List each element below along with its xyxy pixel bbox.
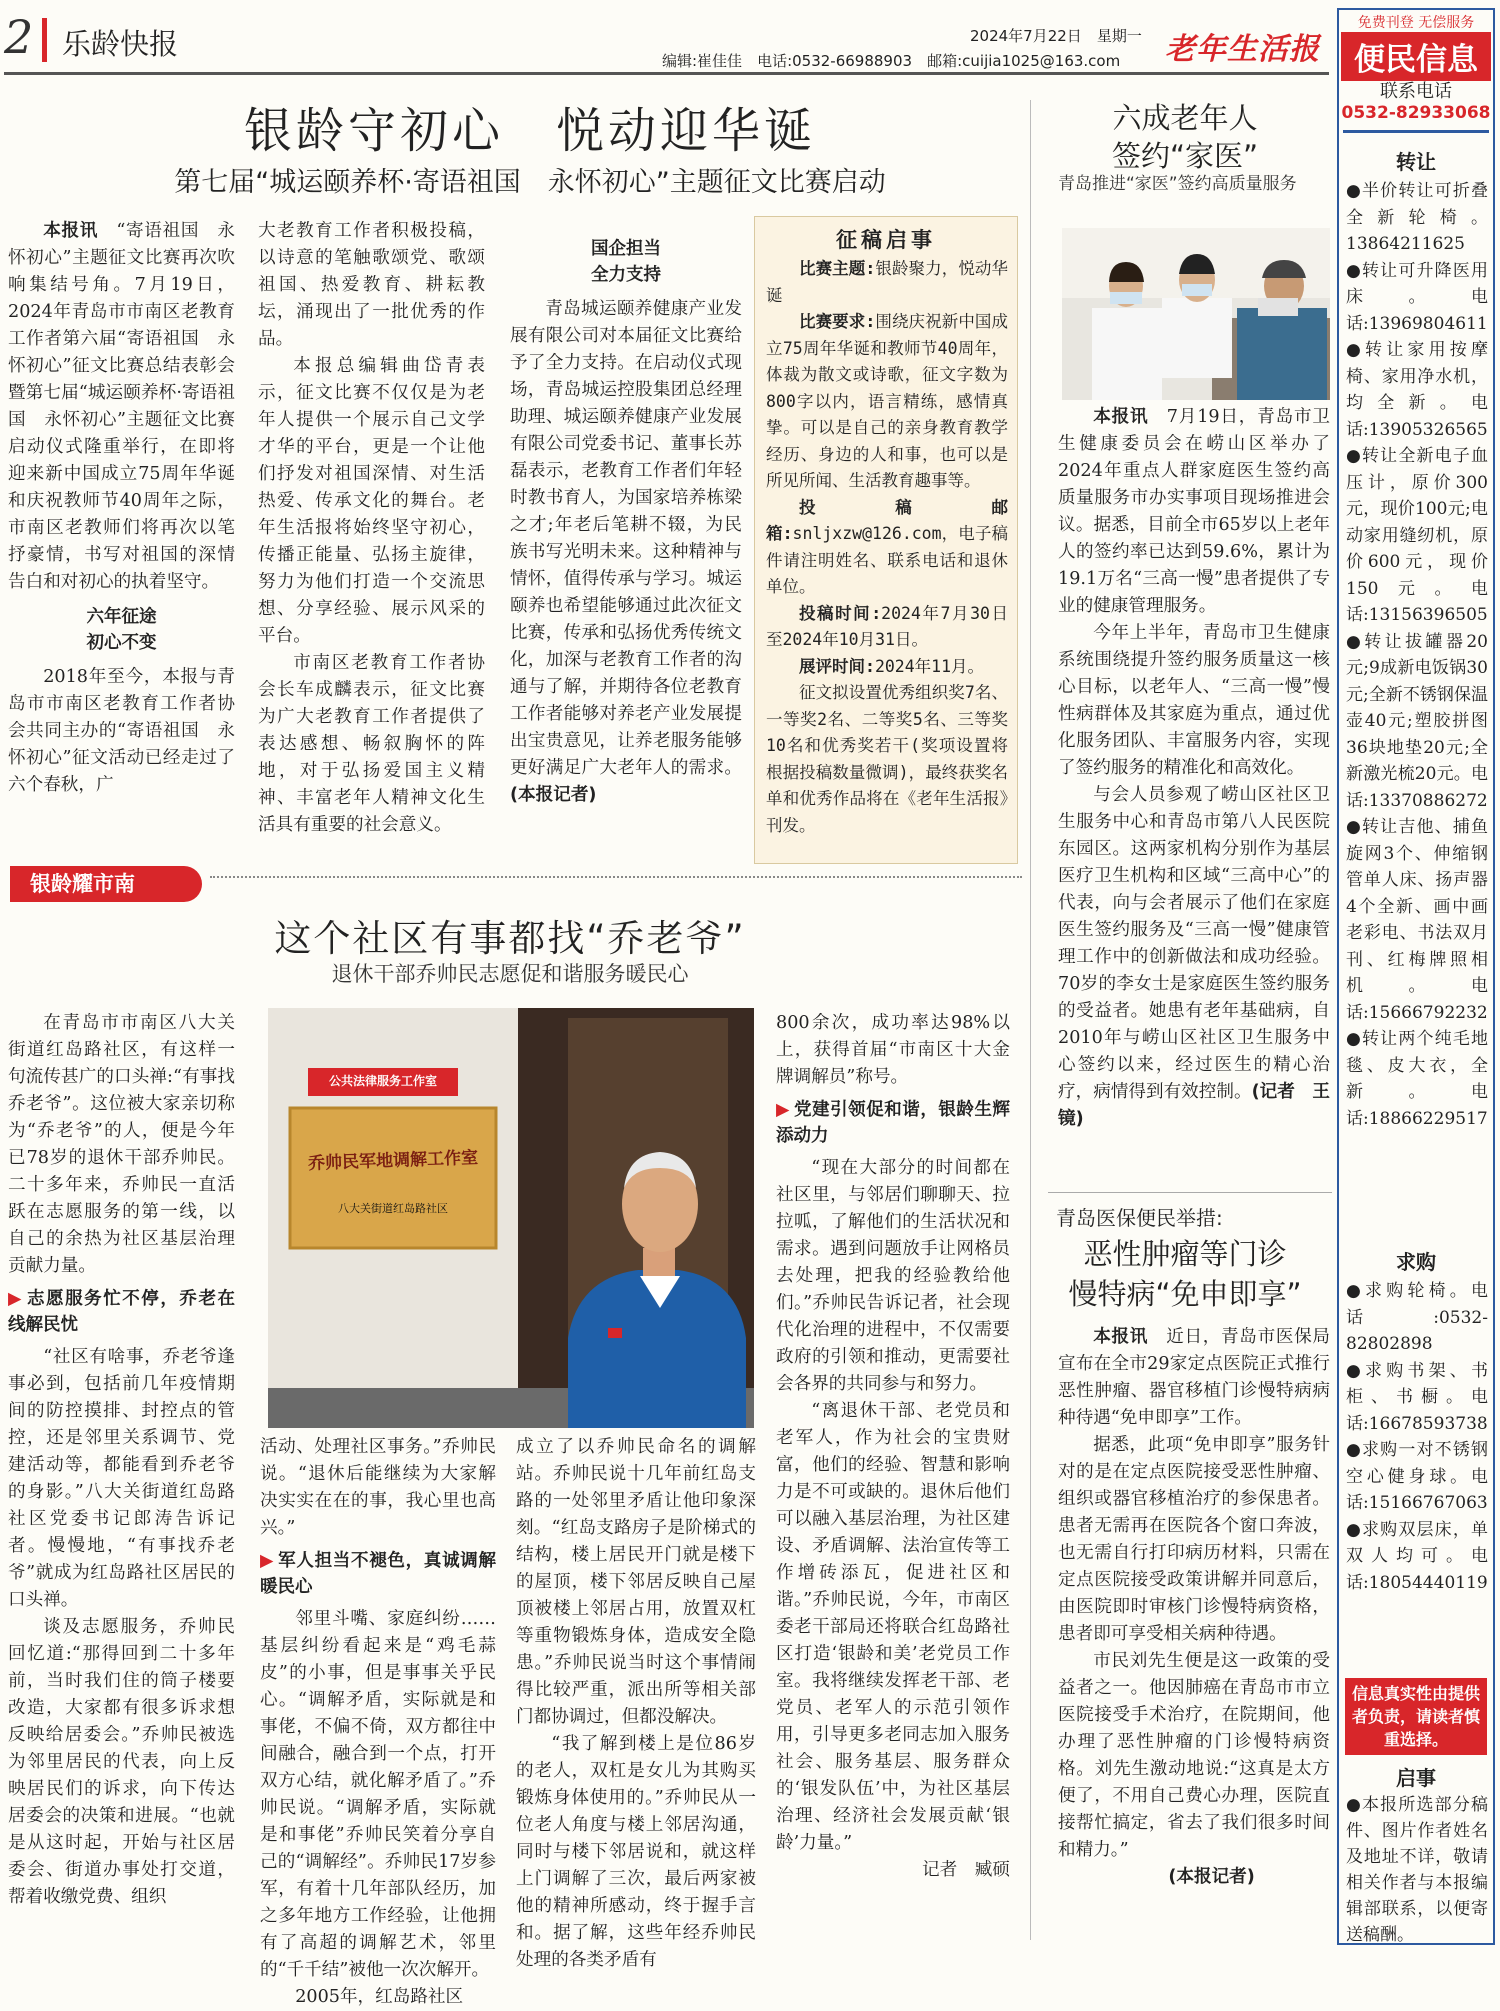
triangle-icon: ▶ xyxy=(776,1100,791,1120)
sidebar-rule xyxy=(1343,130,1489,133)
sidebar-section-buy: 求购 xyxy=(1396,1250,1436,1274)
article1-col3: 国企担当 全力支持 青岛城运颐养健康产业发展有限公司对本届征文比赛给予了全力支持。在启动仪式现场，青岛城运控股集团总经理助理、城运颐养健康产业发展有限公司党委书记、董事长苏磊表示，老教育工作者们年轻时教书育人，为国家培养栋梁之才;年老后笔耕不辍，为民族书写光明未来。这种精神与情怀，值得传承与学习。城运颐养也希望能够通过此次征文比赛，传承和弘扬优秀传统文化，加深与老教育工作者的沟通与了解，并期待各位老教育工作者能够对养老产业发展提出宝贵意见，让养老服务能够更好满足广大老年人的需求。(本报记者) xyxy=(510,228,742,809)
section-name: 乐龄快报 xyxy=(62,27,179,61)
article4-title: 恶性肿瘤等门诊 xyxy=(1083,1237,1287,1271)
photo-sign-3: 八大关街道红岛路社区 xyxy=(338,1202,448,1215)
list-item: ●转让全新电子血压计，原价300元，现价100元;电动家用缝纫机，原价600元，现价150元。电话:13156396505 xyxy=(1346,446,1488,625)
masthead-logo: 老年生活报 xyxy=(1165,32,1320,67)
article2-subtitle: 退休干部乔帅民志愿促和谐服务暖民心 xyxy=(331,962,689,986)
article2-col4: 800余次，成功率达98%以上，获得首届“市南区十大金牌调解员”称号。 ▶ 党建引领促和谐，银龄生辉添动力 “现在大部分的时间都在社区里，与邻居们聊聊天、拉拉呱，了解他们的生活状况和需求。遇到问题放手让网格员去处理，把我的经验教给他们。”乔帅民告诉记者，社会现代化治理的进程中，不仅需要政府的引领和推动，更需要社会各界的共同参与和努力。 “离退休干部、老党员和老军人，作为社会的宝贵财富，他们的经验、智慧和影响力是不可或缺的。退休后他们可以融入基层治理，为社区建设、矛盾调解、法治宣传等工作增砖添瓦，促进社区和谐。”乔帅民说，今年，市南区委老干部局还将联合红岛路社区打造‘银龄和美’老党员工作室。我将继续发挥老干部、老党员、老军人的示范引领作用，引导更多老同志加入服务社会、服务基层、服务群众的‘银发队伍’中，为社区基层治理、经济社会发展贡献‘银龄’力量。” 记者 臧硕 xyxy=(776,1013,1011,1880)
sidebar-notice: ●本报所选部分稿件、图片作者姓名及地址不详，敬请相关作者与本报编辑部联系，以便寄送稿酬。 xyxy=(1346,1795,1488,1945)
article3-title: 六成老年人 xyxy=(1112,101,1258,135)
header-rule xyxy=(4,72,1329,75)
article3-divider xyxy=(1048,1192,1332,1193)
header-contact: 编辑:崔佳佳 电话:0532-66988903 邮箱:cuijia1025@163.com xyxy=(662,52,1121,70)
article1-col1: 本报讯 “寄语祖国 永怀初心”主题征文比赛再次吹响集结号角。7月19日，2024年青岛市市南区老教育工作者第六届“寄语祖国 永怀初心”征文比赛总结表彰会暨第七届“城运颐养杯·寄语祖国 永怀初心”主题征文比赛启动仪式隆重举行，在即将迎来新中国成立75周年华诞和庆祝教师节40周年之际，市南区老教师们将再次以笔抒豪情，书写对祖国的深情告白和对初心的执着坚守。 六年征途 初心不变 2018年至今，本报与青岛市市南区老教育工作者协会共同主办的“寄语祖国 永怀初心”征文活动已经走过了六个春秋，广 xyxy=(8,221,235,795)
article2-col2: 活动、处理社区事务。”乔帅民说。“退休后能继续为大家解决实实在在的事，我心里也高兴。” ▶ 军人担当不褪色，真诚调解暖民心 邻里斗嘴、家庭纠纷……基层纠纷看起来是“鸡毛蒜皮”的小事，但是事事关乎民心。“调解矛盾，实际就是和事佬，不偏不倚，双方都往中间融合，融合到一个点，打开双方心结，就化解矛盾了。”乔帅民说。“调解矛盾，实际就是和事佬”乔帅民笑着分享自己的“调解经”。乔帅民17岁参军，有着十几年部队经历，加之多年地方工作经验，让他拥有了高超的调解艺术，邻里的“千千结”被他一次次解开。 2005年，红岛路社区 xyxy=(260,1437,496,2007)
clinic-photo xyxy=(1062,228,1330,400)
article1-subhead1: 六年征途 初心不变 xyxy=(86,607,157,653)
sidebar-phone: 0532-82933068 xyxy=(1341,103,1491,123)
list-item: ●求购书架、书柜、书橱。电话:16678593738 xyxy=(1346,1360,1488,1434)
article2-title: 这个社区有事都找“乔老爷” xyxy=(274,917,746,960)
triangle-icon: ▶ xyxy=(8,1289,24,1309)
article3-body: 本报讯 7月19日，青岛市卫生健康委员会在崂山区举办了2024年重点人群家庭医生签约高质量服务市办实事项目现场推进会议。据悉，目前全市65岁以上老年人的签约率已达到59.6%，累计为19.1万名“三高一慢”患者提供了专业的健康管理服务。 今年上半年，青岛市卫生健康系统围绕提升签约服务质量这一核心目标，以老年人、“三高一慢”慢性病群体及其家庭为重点，通过优化服务团队、丰富服务内容，实现了签约服务的精准化和高效化。 与会人员参观了崂山区社区卫生服务中心和青岛市第八人民医院东园区。这两家机构分别作为基层医疗卫生机构和区域“三高中心”的代表，向与会者展示了他们在家庭医生签约服务及“三高一慢”健康管理工作中的创新做法和成功经验。70岁的李女士是家庭医生签约服务的受益者。她患有老年基础病，自2010年与崂山区社区卫生服务中心签约以来，经过医生的精心治疗，病情得到有效控制。(记者 王镜) xyxy=(1058,407,1330,1129)
list-item: ●求购轮椅。电话:0532-82802898 xyxy=(1346,1281,1488,1354)
article1-col2: 大老教育工作者积极投稿，以诗意的笔触歌颂党、歌颂祖国、热爱教育、耕耘教坛，涌现出了一批优秀的作品。 本报总编辑曲岱青表示，征文比赛不仅仅是为老年人提供一个展示自己文学才华的平台，更是一个让他们抒发对祖国深情、对生活热爱、传承文化的舞台。老年生活报将始终坚守初心，传播正能量、弘扬主旋律，努力为他们打造一个交流思想、分享经验、展示风采的平台。 市南区老教育工作者协会长车成麟表示，征文比赛为广大老教育工作者提供了表达感想、畅叙胸怀的阵地，对于弘扬爱国主义精神、丰富老年人精神文化生活具有重要的社会意义。 xyxy=(258,221,485,835)
article2-photo xyxy=(268,1008,754,1428)
sidebar-tag: 免费刊登 无偿服务 xyxy=(1357,15,1475,31)
article4-title2: 慢特病“免申即享” xyxy=(1068,1277,1302,1311)
article2-subhead1: ▶ 志愿服务忙不停，乔老在线解民忧 xyxy=(8,1289,235,1335)
article1-subtitle: 第七届“城运颐养杯·寄语祖国 永怀初心”主题征文比赛启动 xyxy=(174,167,886,198)
sidebar-contact-label: 联系电话 xyxy=(1380,81,1452,102)
photo-sign-1: 公共法律服务工作室 xyxy=(328,1074,437,1088)
sidebar-warning: 信息真实性由提供者负责，请读者慎重选择。 xyxy=(1345,1678,1487,1755)
article3-subtitle: 青岛推进“家医”签约高质量服务 xyxy=(1058,174,1297,194)
photo-illustration xyxy=(268,1008,754,1428)
article1-subhead2: 国企担当 全力支持 xyxy=(591,239,661,285)
notice-box-title: 征稿启事 xyxy=(836,228,936,252)
divider-dotted xyxy=(210,876,1022,878)
article1-title: 银龄守初心 悦动迎华诞 xyxy=(243,103,816,159)
column-divider xyxy=(1030,100,1031,1940)
article3-title2: 签约“家医” xyxy=(1111,139,1259,173)
sidebar-buy-list xyxy=(1346,1278,1488,1596)
header-date: 2024年7月22日 星期一 xyxy=(970,27,1142,45)
page-number: 2 xyxy=(4,10,34,64)
list-item: ●转让拔罐器20元;9成新电饭锅30元;全新不锈钢保温壶40元;塑胶拼图36块地垫20元;全新激光梳20元。电话:13370886272 xyxy=(1346,631,1488,811)
page-number-bar xyxy=(42,18,47,62)
section-banner: 银龄耀市南 xyxy=(10,866,202,902)
list-item: ●求购双层床，单双人均可。电话:18054440119 xyxy=(1346,1519,1488,1593)
list-item: ●求购一对不锈钢空心健身球。电话:15166767063 xyxy=(1346,1440,1488,1513)
article3-photo xyxy=(1062,228,1330,400)
article4-kicker: 青岛医保便民举措: xyxy=(1056,1206,1223,1230)
photo-sign-2: 乔帅民军地调解工作室 xyxy=(307,1148,479,1174)
sidebar-title: 便民信息 xyxy=(1341,32,1491,81)
sidebar-transfer-list xyxy=(1346,178,1488,1132)
sidebar-section-notice: 启事 xyxy=(1396,1766,1436,1790)
list-item: ●转让两个纯毛地毯、皮大衣，全新。电话:18866229517 xyxy=(1346,1029,1488,1129)
triangle-icon: ▶ xyxy=(260,1551,275,1571)
article2-subhead3: ▶ 党建引领促和谐，银龄生辉添动力 xyxy=(776,1100,1011,1146)
list-item: ●转让家用按摩椅、家用净水机，均全新。电话:13905326565 xyxy=(1346,340,1488,440)
list-item: ●转让吉他、捕鱼旋网3个、伸缩钢管单人床、扬声器4个全新、画中画老彩电、书法双月刊、红梅牌照相机。电话:15666792232 xyxy=(1346,817,1488,1023)
list-item: ●转让可升降医用床。电话:13969804611 xyxy=(1346,260,1488,334)
article2-col3: 成立了以乔帅民命名的调解站。乔帅民说十几年前红岛支路的一处邻里矛盾让他印象深刻。“红岛支路房子是阶梯式的结构，楼上居民开门就是楼下的屋顶，楼下邻居反映自己屋顶被楼上邻居占用，放置双杠等重物锻炼身体，造成安全隐患。”乔帅民说当时这个事情闹得比较严重，派出所等相关部门都协调过，但都没解决。 “我了解到楼上是位86岁的老人，双杠是女儿为其购买锻炼身体使用的。”乔帅民从一位老人角度与楼上邻居沟通，同时与楼下邻居说和，就这样上门调解了三次，最后两家被他的精神所感动，终于握手言和。据了解，这些年经乔帅民处理的各类矛盾有 xyxy=(516,1437,756,1970)
article2-col1: 在青岛市市南区八大关街道红岛路社区，有这样一句流传甚广的口头禅:“有事找乔老爷”。这位被大家亲切称为“乔老爷”的人，便是今年已78岁的退休干部乔帅民。二十多年来，乔帅民一直活跃在志愿服务的第一线，以自己的余热为社区基层治理贡献力量。 ▶ 志愿服务忙不停，乔老在线解民忧 “社区有啥事，乔老爷逢事必到，包括前几年疫情期间的防控摸排、封控点的管控，还是邻里关系调节、党建活动等，都能看到乔老爷的身影。”八大关街道红岛路社区党委书记郎涛告诉记者。慢慢地，“有事找乔老爷”就成为红岛路社区居民的口头禅。 谈及志愿服务，乔帅民回忆道:“那得回到二十多年前，当时我们住的筒子楼要改造，大家都有很多诉求想反映给居委会。”乔帅民被选为邻里居民的代表，向上反映居民们的诉求，向下传达居委会的决策和进展。“也就是从这时起，开始与社区居委会、街道办事处打交道，帮着收缴党费、组织 xyxy=(8,1013,235,1907)
notice-box-body: 比赛主题:银龄聚力，悦动华诞 比赛要求:围绕庆祝新中国成立75周年华诞和教师节40周年，体裁为散文或诗歌，征文字数为800字以内，语言精练，感情真挚。可以是自己的亲身教育教学经历、身边的人和事，也可以是所见所闻、生活教育趣事等。 投稿邮箱:snljxzw@126.com，电子稿件请注明姓名、联系电话和退休单位。 投稿时间:2024年7月30日至2024年10月31日。 展评时间:2024年11月。 征文拟设置优秀组织奖7名、一等奖2名、二等奖5名、三等奖10名和优秀奖若干(奖项设置将根据投稿数量微调)，最终获奖名单和优秀作品将在《老年生活报》刊发。 xyxy=(766,259,1009,835)
article4-body: 本报讯 近日，青岛市医保局宣布在全市29家定点医院正式推行恶性肿瘤、器官移植门诊慢特病病种待遇“免申即享”工作。 据悉，此项“免申即享”服务针对的是在定点医院接受恶性肿瘤、组织或器官移植治疗的参保患者。患者无需再在医院各个窗口奔波，也无需自行打印病历材料，只需在定点医院接受政策讲解并同意后，由医院即时审核门诊慢特病资格，患者即可享受相关病种待遇。 市民刘先生便是这一政策的受益者之一。他因肺癌在青岛市市立医院接受手术治疗，在院期间，他办理了恶性肿瘤的门诊慢特病资格。刘先生激动地说:“这真是太方便了，不用自己费心办理，医院直接帮忙搞定，省去了我们很多时间和精力。” (本报记者) xyxy=(1058,1327,1330,1887)
list-item: ●半价转让可折叠全新轮椅。13864211625 xyxy=(1346,181,1488,254)
article2-subhead2: ▶ 军人担当不褪色，真诚调解暖民心 xyxy=(260,1551,496,1597)
sidebar-section-transfer: 转让 xyxy=(1396,150,1436,174)
